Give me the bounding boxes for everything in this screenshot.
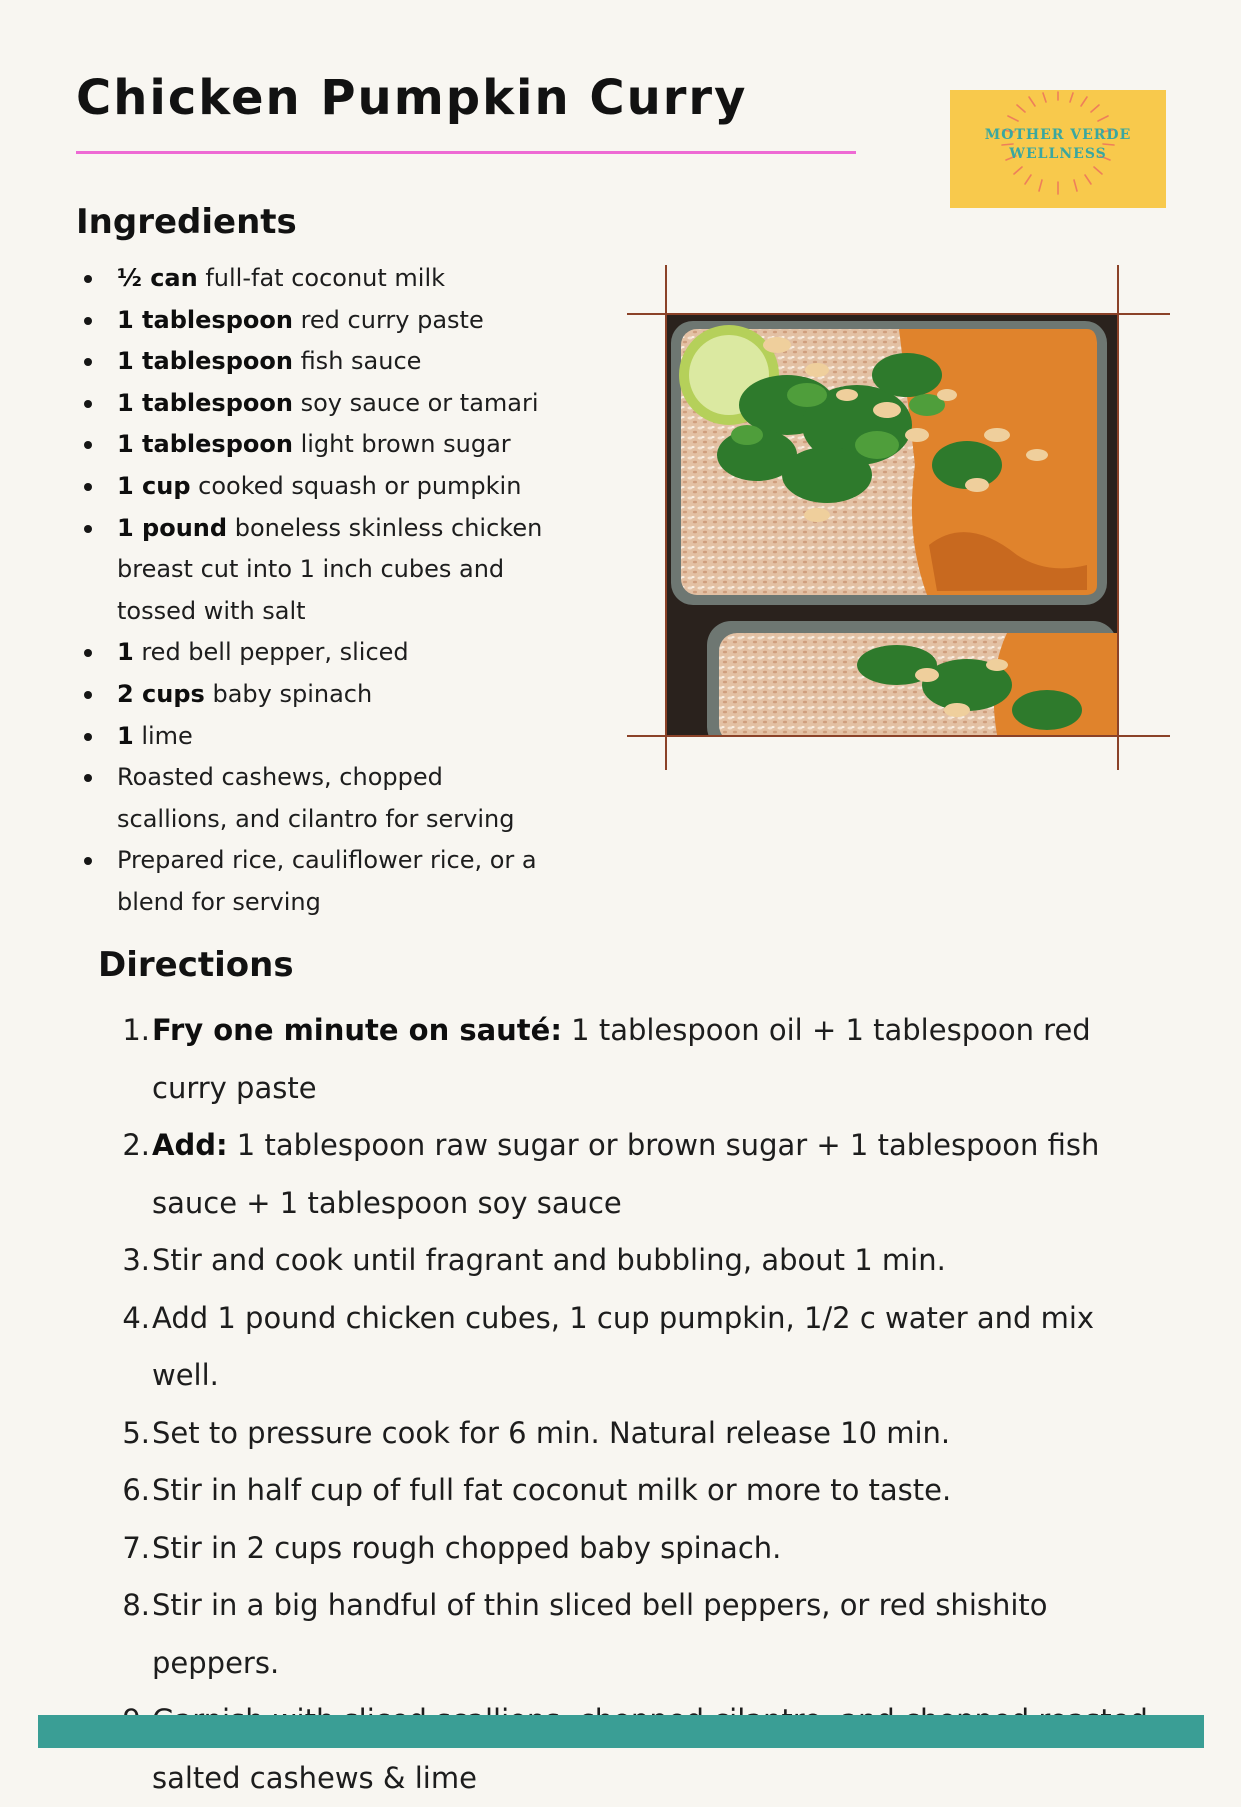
step-text: 1 tablespoon raw sugar or brown sugar + 1 tablespoon fish sauce + 1 tablespoon soy sauce [152,1128,1100,1220]
directions-list [110,1002,1150,1807]
step-text: Set to pressure cook for 6 min. Natural release 10 min. [152,1415,951,1450]
brand-logo [950,90,1166,208]
step-number: 5. [122,1415,150,1450]
ingredient-item [84,383,554,425]
ingredient-item [84,840,554,923]
step-number: 8. [122,1588,150,1622]
step-number: 4. [122,1300,150,1335]
ingredient-quantity: 1 [117,721,134,750]
ingredient-text: light brown sugar [292,430,511,459]
ingredient-text: red curry paste [292,305,484,334]
ingredient-item [84,424,554,466]
ingredient-item [84,341,554,383]
food-photo-frame [665,265,1170,770]
title-underline [76,151,856,154]
recipe-title: Chicken Pumpkin Curry [76,70,748,126]
ingredient-item [84,757,554,840]
ingredient-quantity: 1 tablespoon [117,305,293,334]
ingredient-item [84,508,554,633]
ingredient-item [84,466,554,508]
ingredient-text: Prepared rice, cauliflower rice, or a blend for serving [117,846,537,916]
ingredient-text: soy sauce or tamari [292,388,539,417]
ingredient-item [84,300,554,342]
direction-step [110,1462,1150,1520]
ingredient-text: fish sauce [292,347,422,376]
step-lead: Add: [152,1128,228,1162]
step-text: Stir in a big handful of thin sliced bell peppers, or red shishito peppers. [152,1588,1048,1680]
footer-bar [38,1715,1204,1748]
ingredient-text: cooked squash or pumpkin [190,471,522,500]
step-text: Stir in half cup of full fat coconut milk or more to taste. [152,1473,952,1507]
step-text: salted cashews & lime [152,1760,477,1795]
frame-line [627,735,1170,737]
direction-step [110,1232,1150,1290]
ingredient-quantity: 2 cups [117,679,205,708]
step-number: 7. [122,1530,150,1565]
ingredient-quantity: ½ can [117,264,198,292]
directions-heading: Directions [98,945,294,985]
direction-step [110,1577,1150,1692]
ingredient-text: Roasted cashews, chopped scallions, and cilantro for serving [117,763,515,833]
step-lead: Fry one minute on sauté: [152,1013,562,1047]
ingredient-text: boneless skinless chicken breast cut into 1 inch cubes and tossed with salt [117,513,543,625]
logo-line-2: WELLNESS [1009,146,1107,162]
direction-step [110,1290,1150,1405]
ingredient-quantity: 1 cup [117,471,191,500]
direction-step [110,1117,1150,1232]
ingredient-text: lime [133,721,193,750]
step-number: 2. [122,1128,150,1162]
ingredient-text: full-fat coconut milk [197,264,446,292]
step-number: 1. [122,1013,150,1047]
ingredient-item [84,258,554,300]
ingredient-item [84,716,554,758]
direction-step [110,1405,1150,1463]
logo-line-1: MOTHER VERDE [984,127,1132,143]
ingredient-item [84,674,554,716]
ingredient-quantity: 1 tablespoon [117,430,293,459]
ingredient-quantity: 1 tablespoon [117,388,293,417]
direction-step [110,1692,1150,1807]
step-number: 6. [122,1473,150,1507]
step-text: Add 1 pound chicken cubes, 1 cup pumpkin, 1/2 c water and mix well. [152,1300,1095,1392]
ingredient-quantity: 1 [117,638,134,667]
ingredient-text: baby spinach [204,679,373,708]
direction-step [110,1002,1150,1117]
ingredient-text: red bell pepper, sliced [133,638,409,667]
food-photo [667,315,1117,735]
ingredients-list [84,258,554,924]
logo-text [950,126,1166,164]
ingredient-item [84,632,554,674]
step-text: Stir in 2 cups rough chopped baby spinach. [152,1530,782,1565]
step-text: 1 tablespoon oil + 1 tablespoon red curry paste [152,1013,1091,1105]
ingredient-quantity: 1 tablespoon [117,347,293,376]
direction-step [110,1520,1150,1578]
step-number: 3. [122,1243,150,1277]
frame-line [1117,265,1119,770]
ingredient-quantity: 1 pound [117,513,228,542]
ingredients-heading: Ingredients [76,202,297,242]
step-text: Stir and cook until fragrant and bubbling, about 1 min. [152,1243,946,1277]
